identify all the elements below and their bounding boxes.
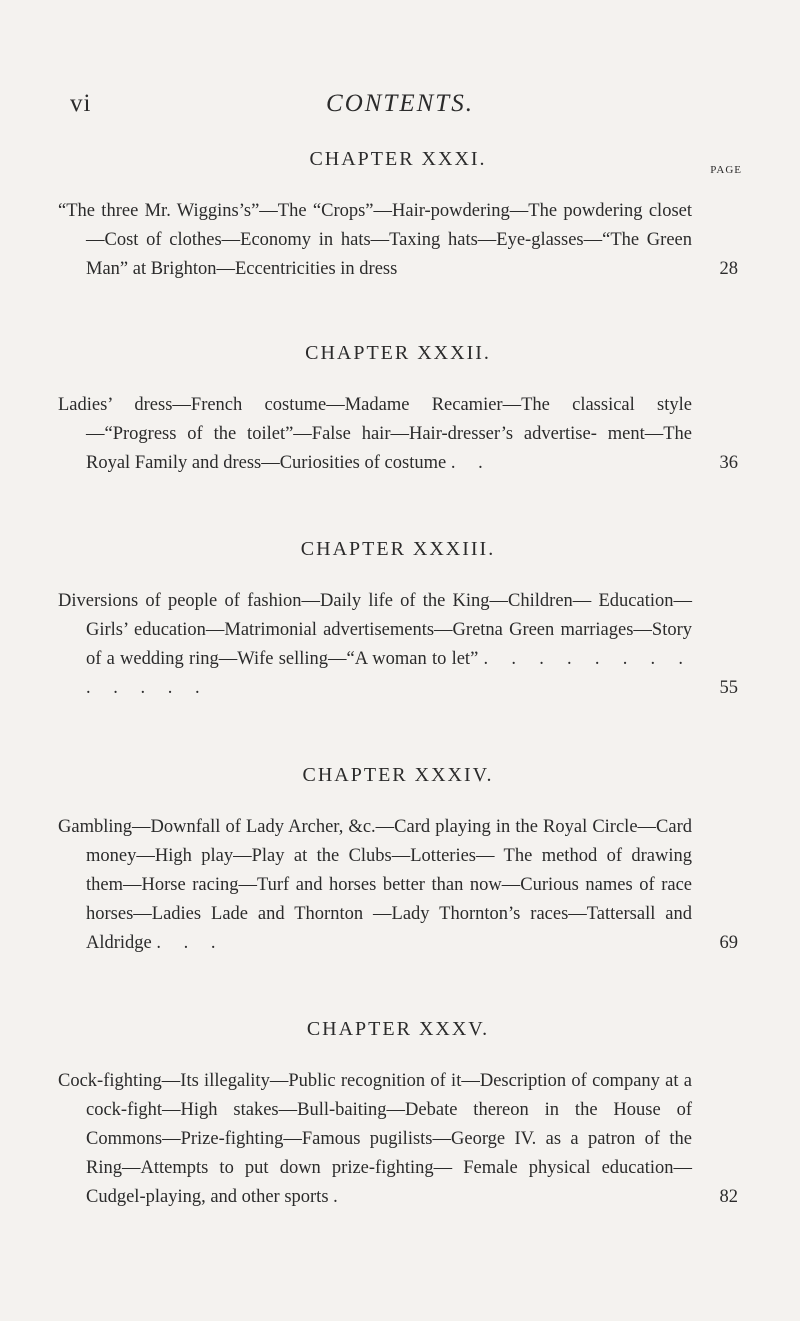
page-number: vi [70,90,92,117]
chapter-page-number: 28 [719,259,738,279]
chapter-summary [58,197,738,284]
chapter-summary-text: Diversions of people of fashion—Daily life of the King—Children— Education—Girls’ education—Matrimonial advertisements—Gretna Green marriages—Story of a wedding ring—Wife selling—“A woman to let” [58,591,692,669]
chapter-heading: CHAPTER XXXII. [305,342,491,364]
page-title: CONTENTS. [326,90,474,117]
page-column-label: PAGE [710,164,742,176]
dot-leaders: . . . [156,933,225,953]
chapter-summary-text: Cock-fighting—Its illegality—Public recognition of it—Description of company at a cock-fight—High stakes—Bull-baiting—Debate thereon in the House of Commons—Prize-fighting—Famous pugilists—George IV. as a patron of the Ring—Attempts to put down prize-fighting— Female physical education—Cudgel-playing, and other sports [58,1071,692,1207]
chapter-xxxi [58,148,738,284]
chapter-heading: CHAPTER XXXIII. [300,538,496,560]
chapter-page-number: 36 [719,453,738,473]
chapter-summary-text: Gambling—Downfall of Lady Archer, &c.—Card playing in the Royal Circle—Card money—High play—Play at the Clubs—Lotteries— The method of drawing them—Horse racing—Turf and horses better than now—Curious names of race horses—Ladies Lade and Thornton —Lady Thornton’s races—Tattersall and Aldridge [58,817,692,953]
chapter-xxxiv [58,764,738,958]
chapter-heading: CHAPTER XXXIV. [302,764,494,786]
dot-leaders: . . . . . . . . . . . . . [86,649,693,698]
dot-leaders: . . [450,453,492,473]
chapter-page-number: 69 [719,933,738,953]
dot-leaders: . [333,1187,347,1207]
chapter-summary [58,1067,738,1212]
chapter-xxxii [58,342,738,478]
chapter-summary-text: Ladies’ dress—French costume—Madame Recamier—The classical style —“Progress of the toilet”—False hair—Hair-dresser’s advertise- ment—The Royal Family and dress—Curiosities of costume [58,395,692,473]
chapter-summary [58,587,738,703]
running-head [0,90,800,130]
chapter-summary [58,813,738,958]
chapter-heading: CHAPTER XXXI. [309,148,487,170]
chapter-page-number: 55 [719,678,738,698]
chapter-summary-text: “The three Mr. Wiggins’s”—The “Crops”—Hair-powdering—The powdering closet—Cost of clothes—Economy in hats—Taxing hats—Eye-glasses—“The Green Man” at Brighton—Eccentricities in dress [58,201,692,279]
chapter-page-number: 82 [719,1187,738,1207]
chapter-xxxiii [58,538,738,703]
chapter-heading: CHAPTER XXXV. [306,1018,490,1040]
chapter-xxxv [58,1018,738,1212]
chapter-summary [58,391,738,478]
